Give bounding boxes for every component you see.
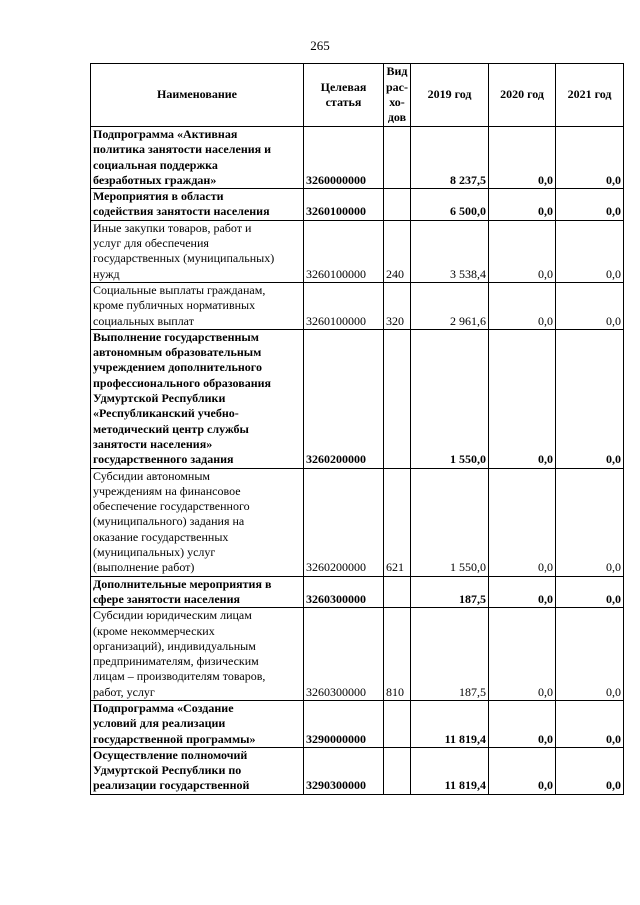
row-value-2020: 0,0 bbox=[489, 576, 556, 608]
row-name-cell bbox=[91, 700, 304, 747]
row-value-2019: 3 538,4 bbox=[411, 220, 489, 282]
budget-table bbox=[90, 63, 624, 795]
row-name-line: государственной программы» bbox=[93, 731, 256, 746]
row-target-article: 3260100000 bbox=[304, 282, 384, 329]
row-name-line: кроме публичных нормативных bbox=[93, 298, 256, 313]
row-name-line: социальных выплат bbox=[93, 313, 194, 328]
row-name-line: автономным образовательным bbox=[93, 345, 262, 360]
row-name-cell bbox=[91, 576, 304, 608]
row-name-line: Удмуртской Республики по bbox=[93, 763, 242, 778]
row-value-2020: 0,0 bbox=[489, 747, 556, 794]
row-value-2021: 0,0 bbox=[556, 127, 624, 189]
row-value-2021: 0,0 bbox=[556, 189, 624, 221]
row-expense-kind bbox=[384, 329, 411, 468]
row-value-2019: 6 500,0 bbox=[411, 189, 489, 221]
table-row bbox=[91, 700, 624, 747]
row-name-line: организаций), индивидуальным bbox=[93, 638, 256, 653]
row-name-line: безработных граждан» bbox=[93, 172, 217, 187]
row-value-2019: 11 819,4 bbox=[411, 747, 489, 794]
row-name-line: (муниципального) задания на bbox=[93, 514, 245, 529]
row-name-cell bbox=[91, 127, 304, 189]
row-name-line: (выполнение работ) bbox=[93, 560, 195, 575]
row-value-2019: 1 550,0 bbox=[411, 329, 489, 468]
row-name-line: оказание государственных bbox=[93, 529, 229, 544]
row-name-cell bbox=[91, 189, 304, 221]
row-name-line: учреждением дополнительного bbox=[93, 360, 262, 375]
row-target-article: 3260200000 bbox=[304, 468, 384, 576]
row-name-cell bbox=[91, 608, 304, 701]
row-name-line: профессионального образования bbox=[93, 375, 272, 390]
row-name-line: Субсидии юридическим лицам bbox=[93, 608, 252, 623]
table-row bbox=[91, 220, 624, 282]
row-value-2021: 0,0 bbox=[556, 220, 624, 282]
header-2020: 2020 год bbox=[489, 64, 556, 127]
table-row bbox=[91, 576, 624, 608]
header-target-line: Целевая bbox=[320, 79, 367, 94]
row-name-line: Субсидии автономным bbox=[93, 468, 210, 483]
row-value-2020: 0,0 bbox=[489, 329, 556, 468]
row-name-line: услуг для обеспечения bbox=[93, 236, 209, 251]
row-name-line: Подпрограмма «Создание bbox=[93, 700, 234, 715]
row-target-article: 3260000000 bbox=[304, 127, 384, 189]
row-value-2019: 2 961,6 bbox=[411, 282, 489, 329]
row-name-line: учреждениям на финансовое bbox=[93, 483, 241, 498]
row-value-2021: 0,0 bbox=[556, 608, 624, 701]
row-value-2020: 0,0 bbox=[489, 220, 556, 282]
table-row bbox=[91, 747, 624, 794]
row-value-2020: 0,0 bbox=[489, 700, 556, 747]
row-name-line: Иные закупки товаров, работ и bbox=[93, 220, 252, 235]
row-expense-kind: 320 bbox=[384, 282, 411, 329]
row-target-article: 3290000000 bbox=[304, 700, 384, 747]
row-name-line: Мероприятия в области bbox=[93, 189, 224, 204]
row-name-line: Социальные выплаты гражданам, bbox=[93, 282, 266, 297]
row-name-line: реализации государственной bbox=[93, 778, 250, 793]
row-expense-kind bbox=[384, 576, 411, 608]
row-expense-kind bbox=[384, 189, 411, 221]
row-name-line: предпринимателям, физическим bbox=[93, 654, 259, 669]
row-target-article: 3260300000 bbox=[304, 576, 384, 608]
row-name-line: содействия занятости населения bbox=[93, 204, 270, 219]
row-target-article: 3260100000 bbox=[304, 220, 384, 282]
table-row bbox=[91, 282, 624, 329]
row-value-2020: 0,0 bbox=[489, 282, 556, 329]
row-name-line: Дополнительные мероприятия в bbox=[93, 576, 272, 591]
row-name-cell bbox=[91, 282, 304, 329]
table-header-row bbox=[91, 64, 624, 127]
row-name-line: работ, услуг bbox=[93, 684, 155, 699]
row-name-line: сфере занятости населения bbox=[93, 591, 240, 606]
row-name-line: политика занятости населения и bbox=[93, 142, 272, 157]
header-expense-kind bbox=[384, 64, 411, 127]
header-name: Наименование bbox=[91, 64, 304, 127]
table-row bbox=[91, 608, 624, 701]
header-2021: 2021 год bbox=[556, 64, 624, 127]
row-expense-kind bbox=[384, 747, 411, 794]
row-name-cell bbox=[91, 329, 304, 468]
row-value-2019: 8 237,5 bbox=[411, 127, 489, 189]
row-value-2019: 11 819,4 bbox=[411, 700, 489, 747]
row-target-article: 3260300000 bbox=[304, 608, 384, 701]
header-target-line: статья bbox=[325, 95, 362, 109]
row-name-line: (муниципальных) услуг bbox=[93, 545, 216, 560]
row-name-line: государственных (муниципальных) bbox=[93, 251, 275, 266]
table-row bbox=[91, 127, 624, 189]
row-expense-kind: 810 bbox=[384, 608, 411, 701]
row-name-line: социальная поддержка bbox=[93, 157, 218, 172]
row-name-line: Выполнение государственным bbox=[93, 329, 259, 344]
row-name-line: обеспечение государственного bbox=[93, 499, 250, 514]
row-value-2021: 0,0 bbox=[556, 282, 624, 329]
row-name-line: Осуществление полномочий bbox=[93, 747, 248, 762]
row-expense-kind: 621 bbox=[384, 468, 411, 576]
row-value-2020: 0,0 bbox=[489, 468, 556, 576]
row-name-line: государственного задания bbox=[93, 452, 234, 467]
row-value-2019: 187,5 bbox=[411, 576, 489, 608]
row-name-line: условий для реализации bbox=[93, 716, 226, 731]
row-name-line: лицам – производителям товаров, bbox=[93, 669, 266, 684]
header-2019: 2019 год bbox=[411, 64, 489, 127]
row-name-cell bbox=[91, 220, 304, 282]
row-value-2021: 0,0 bbox=[556, 747, 624, 794]
row-target-article: 3260100000 bbox=[304, 189, 384, 221]
row-name-line: Удмуртской Республики bbox=[93, 391, 226, 406]
row-value-2021: 0,0 bbox=[556, 468, 624, 576]
row-name-line: «Республиканский учебно- bbox=[93, 406, 239, 421]
row-name-line: (кроме некоммерческих bbox=[93, 623, 215, 638]
header-kind-line: дов bbox=[387, 110, 407, 125]
row-target-article: 3260200000 bbox=[304, 329, 384, 468]
row-name-cell bbox=[91, 468, 304, 576]
row-expense-kind bbox=[384, 127, 411, 189]
row-name-line: занятости населения» bbox=[93, 436, 213, 451]
row-value-2019: 1 550,0 bbox=[411, 468, 489, 576]
row-name-cell bbox=[91, 747, 304, 794]
row-value-2020: 0,0 bbox=[489, 189, 556, 221]
page-number: 265 bbox=[310, 38, 330, 53]
table-row bbox=[91, 329, 624, 468]
header-kind-line: рас- bbox=[386, 79, 408, 94]
row-value-2019: 187,5 bbox=[411, 608, 489, 701]
row-value-2020: 0,0 bbox=[489, 127, 556, 189]
row-name-line: методический центр службы bbox=[93, 421, 249, 436]
table-body bbox=[91, 127, 624, 795]
row-value-2020: 0,0 bbox=[489, 608, 556, 701]
row-value-2021: 0,0 bbox=[556, 700, 624, 747]
row-name-line: нужд bbox=[93, 266, 120, 281]
row-expense-kind: 240 bbox=[384, 220, 411, 282]
header-kind-line: хо- bbox=[389, 95, 405, 109]
table-row bbox=[91, 468, 624, 576]
row-expense-kind bbox=[384, 700, 411, 747]
row-target-article: 3290300000 bbox=[304, 747, 384, 794]
header-kind-line: Вид bbox=[386, 64, 408, 79]
row-name-line: Подпрограмма «Активная bbox=[93, 127, 238, 141]
table-row bbox=[91, 189, 624, 221]
row-value-2021: 0,0 bbox=[556, 329, 624, 468]
row-value-2021: 0,0 bbox=[556, 576, 624, 608]
header-target-article bbox=[304, 64, 384, 127]
